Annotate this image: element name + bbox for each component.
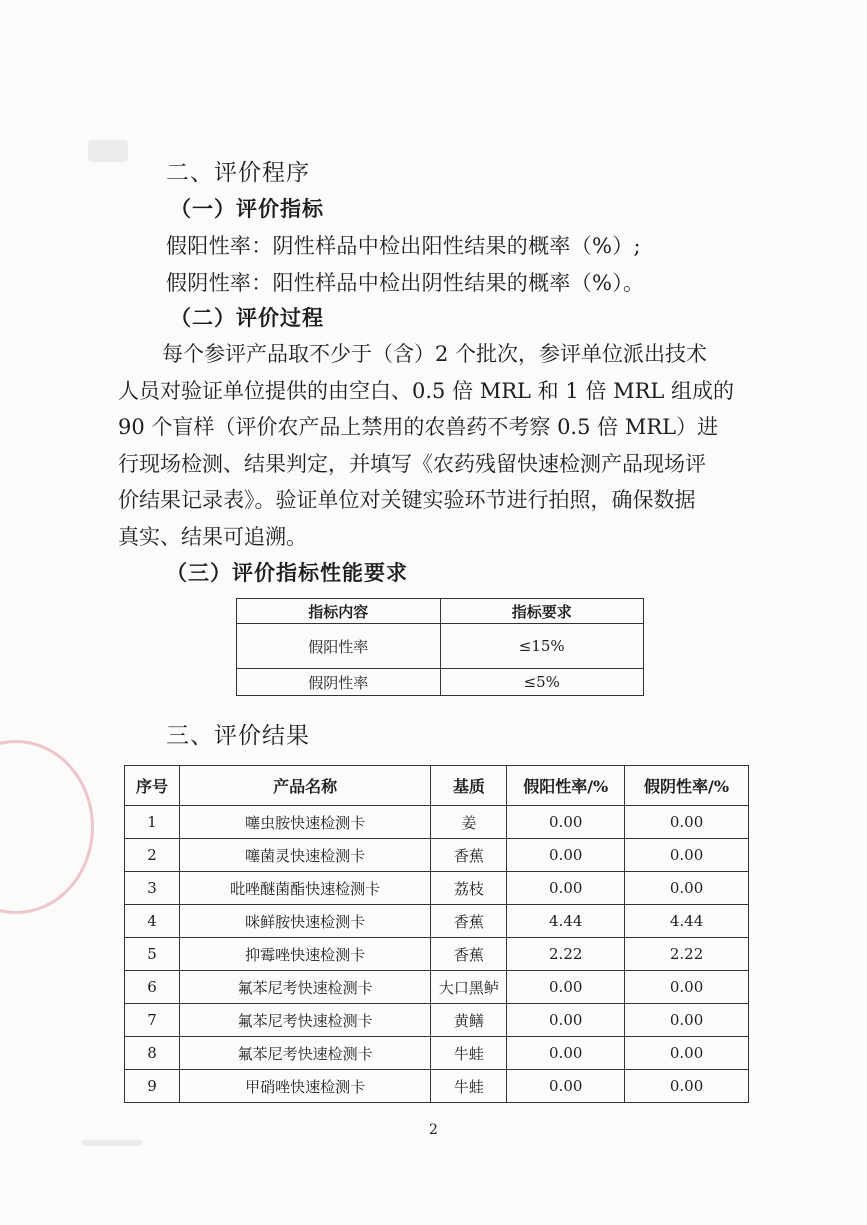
table-cell: 3	[125, 872, 180, 905]
table-cell: 7	[125, 1004, 180, 1037]
table-cell: 牛蛙	[431, 1037, 507, 1070]
table-cell: 6	[125, 971, 180, 1004]
paragraph-line: 90 个盲样（评价农产品上禁用的农兽药不考察 0.5 倍 MRL）进	[118, 415, 719, 439]
table-cell: 氟苯尼考快速检测卡	[179, 971, 431, 1004]
table-cell: 甲硝唑快速检测卡	[179, 1070, 431, 1103]
table-row	[125, 839, 749, 872]
paragraph-line: 行现场检测、结果判定，并填写《农药残留快速检测产品现场评	[118, 451, 706, 476]
table-cell: 抑霉唑快速检测卡	[179, 938, 431, 971]
table-row	[125, 872, 749, 905]
table-cell: 香蕉	[431, 839, 507, 872]
table-cell: 0.00	[507, 971, 625, 1004]
table-row	[125, 806, 749, 839]
page-number: 2	[429, 1122, 438, 1138]
table-row	[125, 938, 749, 971]
table-cell: 9	[125, 1070, 180, 1103]
table-cell: 2.22	[625, 938, 749, 971]
table-cell: 黄鳝	[431, 1004, 507, 1037]
table-cell: 氟苯尼考快速检测卡	[179, 1037, 431, 1070]
table-cell: 香蕉	[431, 905, 507, 938]
paragraph-line: 人员对验证单位提供的由空白、0.5 倍 MRL 和 1 倍 MRL 组成的	[118, 378, 735, 403]
table-cell: 姜	[431, 806, 507, 839]
table-cell: 0.00	[507, 839, 625, 872]
table-cell: 0.00	[507, 806, 625, 839]
table-cell: 2.22	[507, 938, 625, 971]
table-row	[237, 624, 644, 669]
table-cell: 假阳性率	[237, 624, 441, 669]
table-cell: 大口黑鲈	[431, 971, 507, 1004]
table-cell: 2	[125, 839, 180, 872]
table-cell: 0.00	[507, 1070, 625, 1103]
table-cell: 牛蛙	[431, 1070, 507, 1103]
table-cell: 氟苯尼考快速检测卡	[179, 1004, 431, 1037]
table-cell: 0.00	[507, 872, 625, 905]
paragraph-line: 真实、结果可追溯。	[118, 524, 307, 549]
table-cell: 5	[125, 938, 180, 971]
subsection-title: （三）评价指标性能要求	[166, 560, 408, 585]
column-header: 指标内容	[237, 599, 441, 624]
official-seal-icon	[0, 740, 94, 914]
table-row	[125, 1004, 749, 1037]
table-cell: 0.00	[625, 872, 749, 905]
column-header: 假阳性率/%	[507, 766, 625, 806]
table-row	[125, 1037, 749, 1070]
scan-smudge	[88, 140, 128, 162]
table-row	[125, 905, 749, 938]
subsection-title: （一）评价指标	[170, 196, 324, 221]
scan-smudge	[82, 1140, 142, 1146]
table-cell: 0.00	[625, 806, 749, 839]
table-cell: 0.00	[507, 1004, 625, 1037]
table-cell: 0.00	[625, 1004, 749, 1037]
table-header-row	[237, 599, 644, 624]
table-cell: 4.44	[625, 905, 749, 938]
table-cell: 噻菌灵快速检测卡	[179, 839, 431, 872]
seal-lettering	[3, 773, 63, 883]
table-cell: 1	[125, 806, 180, 839]
table-cell: 4	[125, 905, 180, 938]
process-paragraph	[118, 336, 768, 555]
table-cell: 荔枝	[431, 872, 507, 905]
column-header: 产品名称	[179, 766, 431, 806]
column-header: 指标要求	[440, 599, 644, 624]
table-row	[237, 669, 644, 696]
requirements-table	[236, 598, 644, 696]
table-row	[125, 971, 749, 1004]
table-cell: 8	[125, 1037, 180, 1070]
paragraph-line: 每个参评产品取不少于（含）2 个批次，参评单位派出技术	[162, 342, 708, 366]
table-cell: 吡唑醚菌酯快速检测卡	[179, 872, 431, 905]
table-row	[125, 1070, 749, 1103]
table-cell: 香蕉	[431, 938, 507, 971]
column-header: 序号	[125, 766, 180, 806]
table-cell: ≤15%	[440, 624, 644, 669]
paragraph-line: 价结果记录表》。验证单位对关键实验环节进行拍照，确保数据	[118, 488, 696, 512]
table-cell: 噻虫胺快速检测卡	[179, 806, 431, 839]
table-cell: 4.44	[507, 905, 625, 938]
results-table	[124, 765, 749, 1103]
section-title: 三、评价结果	[166, 723, 310, 749]
table-cell: 咪鲜胺快速检测卡	[179, 905, 431, 938]
table-cell: 假阴性率	[237, 669, 441, 696]
definition-false-positive: 假阳性率：阴性样品中检出阳性结果的概率（%）;	[166, 234, 641, 258]
column-header: 基质	[431, 766, 507, 806]
section-title: 二、评价程序	[166, 160, 310, 186]
definition-false-negative: 假阴性率：阳性样品中检出阴性结果的概率（%）。	[166, 271, 645, 295]
table-cell: 0.00	[625, 1037, 749, 1070]
table-header-row	[125, 766, 749, 806]
table-cell: ≤5%	[440, 669, 644, 696]
table-cell: 0.00	[625, 839, 749, 872]
table-cell: 0.00	[625, 1070, 749, 1103]
table-cell: 0.00	[507, 1037, 625, 1070]
table-cell: 0.00	[625, 971, 749, 1004]
column-header: 假阴性率/%	[625, 766, 749, 806]
subsection-title: （二）评价过程	[170, 305, 324, 330]
